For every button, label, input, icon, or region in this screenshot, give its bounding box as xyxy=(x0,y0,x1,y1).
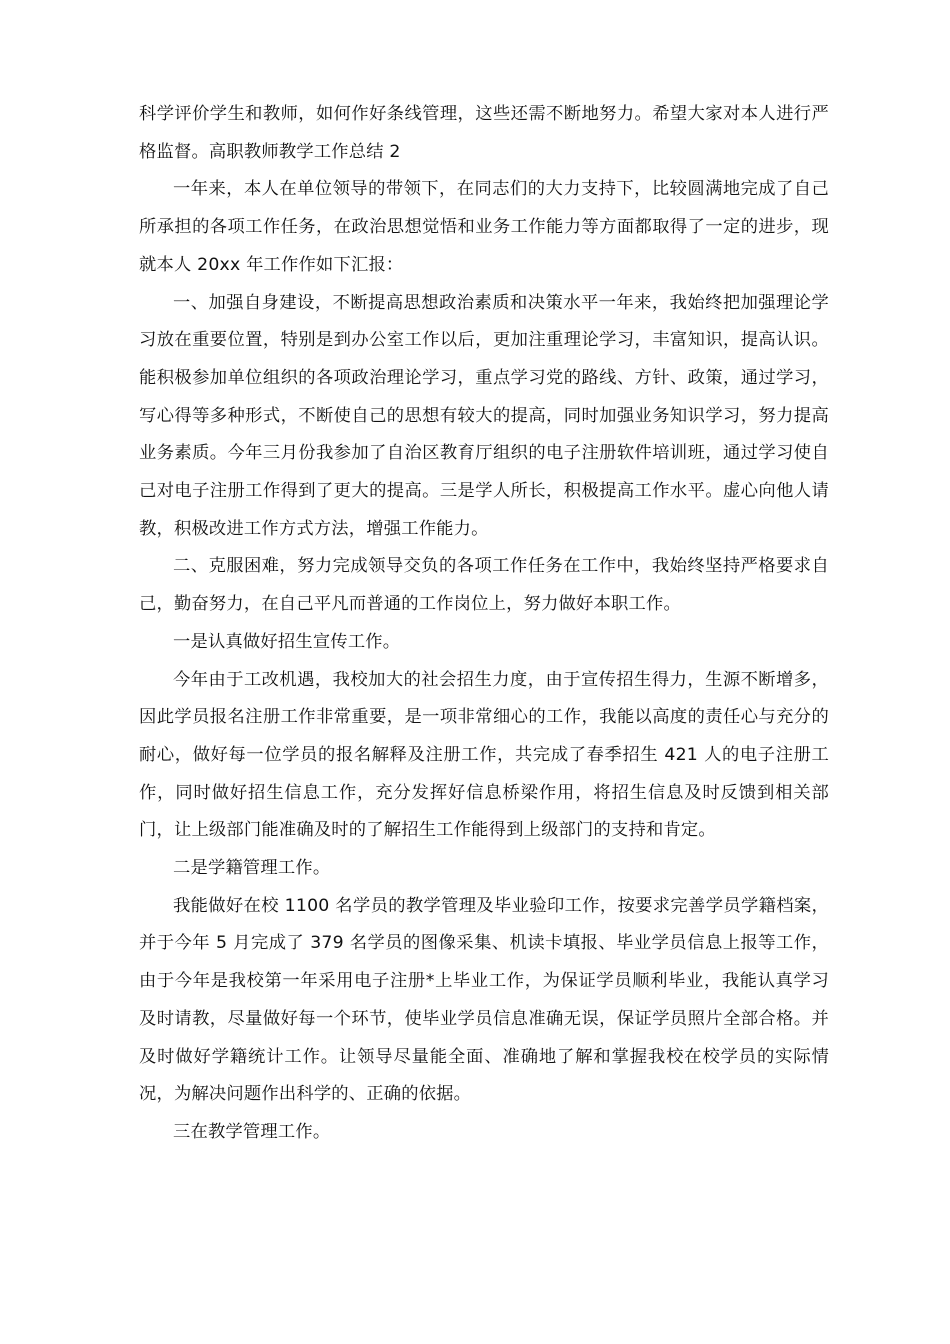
paragraph: 我能做好在校 1100 名学员的教学管理及毕业验印工作，按要求完善学员学籍档案，并于今年 5 月完成了 379 名学员的图像采集、机读卡填报、毕业学员信息上报等工作，由于今年是我校第一年采用电子注册*上毕业工作，为保证学员顺利毕业，我能认真学习及时请教，尽量做好每一个环节，使毕业学员信息准确无误，保证学员照片全部合格。并及时做好学籍统计工作。让领导尽量能全面、准确地了解和掌握我校在校学员的实际情况，为解决问题作出科学的、正确的依据。 xyxy=(139,895,829,1105)
paragraph: 二是学籍管理工作。 xyxy=(173,858,331,879)
paragraph: 二、克服困难，努力完成领导交负的各项工作任务在工作中，我始终坚持严格要求自己，勤奋努力，在自己平凡而普通的工作岗位上，努力做好本职工作。 xyxy=(139,556,829,615)
paragraph: 今年由于工改机遇，我校加大的社会招生力度，由于宣传招生得力，生源不断增多，因此学员报名注册工作非常重要，是一项非常细心的工作，我能以高度的责任心与充分的耐心，做好每一位学员的报名解释及注册工作，共完成了春季招生 421 人的电子注册工作，同时做好招生信息工作，充分发挥好信息桥梁作用，将招生信息及时反馈到相关部门，让上级部门能准确及时的了解招生工作能得到上级部门的支持和肯定。 xyxy=(139,669,829,841)
paragraph: 三在教学管理工作。 xyxy=(173,1121,331,1142)
paragraph: 一年来，本人在单位领导的带领下，在同志们的大力支持下，比较圆满地完成了自己所承担的各项工作任务，在政治思想觉悟和业务工作能力等方面都取得了一定的进步，现就本人 20xx 年工作作如下汇报： xyxy=(139,179,829,275)
document-page xyxy=(139,96,829,1152)
paragraph: 科学评价学生和教师，如何作好条线管理，这些还需不断地努力。希望大家对本人进行严格监督。高职教师教学工作总结 2 xyxy=(139,104,829,162)
paragraph: 一、加强自身建设，不断提高思想政治素质和决策水平一年来，我始终把加强理论学习放在重要位置，特别是到办公室工作以后，更加注重理论学习，丰富知识，提高认识。能积极参加单位组织的各项政治理论学习，重点学习党的路线、方针、政策，通过学习，写心得等多种形式，不断使自己的思想有较大的提高，同时加强业务知识学习，努力提高业务素质。今年三月份我参加了自治区教育厅组织的电子注册软件培训班，通过学习使自己对电子注册工作得到了更大的提高。三是学人所长，积极提高工作水平。虚心向他人请教，积极改进工作方式方法，增强工作能力。 xyxy=(139,292,829,539)
paragraph: 一是认真做好招生宣传工作。 xyxy=(173,631,401,652)
